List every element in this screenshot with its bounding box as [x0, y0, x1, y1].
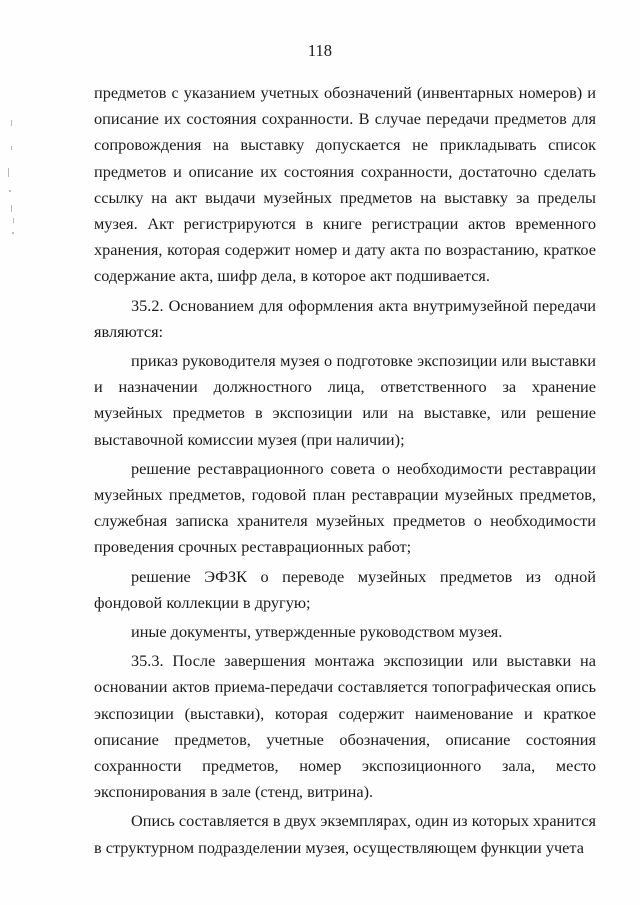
paragraph-6: иные документы, утвержденные руководством музея. — [131, 622, 503, 642]
paragraph-1: предметов с указанием учетных обозначений (инвентарных номеров) и описание их состояния сохранности. В случае передачи предметов для сопровождения на выставку допускается не прикладывать список предметов и описание их состояния сохранности, достаточно сделать ссылку на акт выдачи музейных предметов на выставку за пределы музея. Акт регистрируются в книге регистрации актов временного хранения, которая содержит номер и дату акта по возрастанию, краткое содержание акта, шифр дела, в которое акт подшивается. — [94, 83, 596, 286]
paragraph-8: Опись составляется в двух экземплярах, один из которых хранится в структурном подразделении музея, осуществляющем функции учета — [94, 811, 596, 857]
paragraph-4: решение реставрационного совета о необходимости реставрации музейных предметов, годовой план реставрации музейных предметов, служебная записка хранителя музейных предметов о необходимости проведения срочных реставрационных работ; — [94, 458, 596, 557]
scan-artifact — [13, 218, 14, 223]
paragraph-3: приказ руководителя музея о подготовке экспозиции или выставки и назначении должностного лица, ответственного за хранение музейных предметов в экспозиции или на выставке, или решение выставочной комиссии музея (при наличии); — [94, 351, 596, 449]
scan-artifact — [11, 120, 12, 126]
scan-artifact — [11, 205, 12, 212]
scan-artifact — [12, 232, 14, 234]
scan-artifact — [8, 168, 9, 177]
scan-artifact — [11, 146, 12, 150]
document-body — [94, 80, 596, 861]
paragraph-2: 35.2. Основанием для оформления акта внутримузейной передачи являются: — [94, 295, 596, 341]
paragraph-7: 35.3. После завершения монтажа экспозиции или выставки на основании актов приема-передачи составляется топографическая опись экспозиции (выставки), которая содержит наименование и краткое описание предметов, учетные обозначения, описание состояния сохранности предметов, номер экспозиционного зала, место экспонирования в зале (стенд, витрина). — [94, 651, 596, 802]
scan-artifact — [9, 190, 11, 192]
paragraph-5: решение ЭФЗК о переводе музейных предметов из одной фондовой коллекции в другую; — [94, 566, 596, 612]
page-number: 118 — [307, 41, 333, 60]
